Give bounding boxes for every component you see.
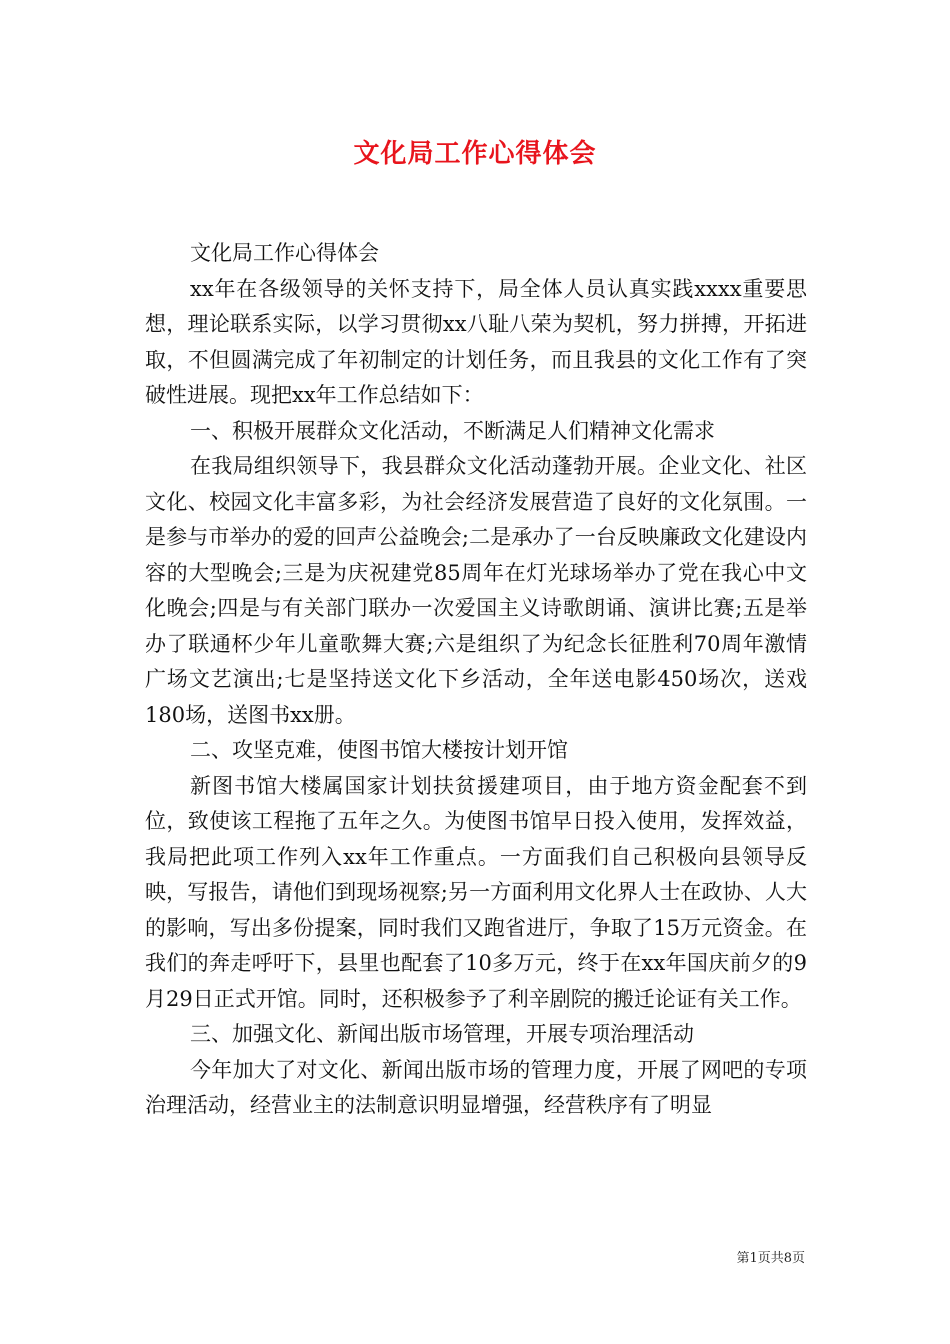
paragraph-heading: 文化局工作心得体会 bbox=[190, 241, 379, 265]
document-body bbox=[145, 236, 807, 1124]
section-heading-2: 二、攻坚克难，使图书馆大楼按计划开馆 bbox=[190, 738, 568, 762]
paragraph-section-3: 今年加大了对文化、新闻出版市场的管理力度，开展了网吧的专项治理活动，经营业主的法制意识明显增强，经营秩序有了明显 bbox=[145, 1057, 807, 1117]
page-number: 第1页共8页 bbox=[736, 1251, 805, 1266]
section-heading-3: 三、加强文化、新闻出版市场管理，开展专项治理活动 bbox=[190, 1022, 694, 1046]
paragraph-intro: xx年在各级领导的关怀支持下，局全体人员认真实践xxxx重要思想，理论联系实际，以学习贯彻xx八耻八荣为契机，努力拼搏，开拓进取，不但圆满完成了年初制定的计划任务，而且我县的文化工作有了突破性进展。现把xx年工作总结如下： bbox=[145, 276, 807, 407]
paragraph-section-1: 在我局组织领导下，我县群众文化活动蓬勃开展。企业文化、社区文化、校园文化丰富多彩，为社会经济发展营造了良好的文化氛围。一是参与市举办的爱的回声公益晚会;二是承办了一台反映廉政文化建设内容的大型晚会;三是为庆祝建党85周年在灯光球场举办了党在我心中文化晚会;四是与有关部门联办一次爱国主义诗歌朗诵、演讲比赛;五是举办了联通杯少年儿童歌舞大赛;六是组织了为纪念长征胜利70周年激情广场文艺演出;七是坚持送文化下乡活动，全年送电影450场次，送戏180场，送图书xx册。 bbox=[145, 454, 807, 727]
document-title: 文化局工作心得体会 bbox=[353, 139, 597, 169]
paragraph-section-2: 新图书馆大楼属国家计划扶贫援建项目，由于地方资金配套不到位，致使该工程拖了五年之久。为使图书馆早日投入使用，发挥效益，我局把此项工作列入xx年工作重点。一方面我们自己积极向县领导反映，写报告，请他们到现场视察;另一方面利用文化界人士在政协、人大的影响，写出多份提案，同时我们又跑省进厅，争取了15万元资金。在我们的奔走呼吁下，县里也配套了10多万元，终于在xx年国庆前夕的9月29日正式开馆。同时，还积极参予了利辛剧院的搬迁论证有关工作。 bbox=[145, 773, 807, 1011]
section-heading-1: 一、积极开展群众文化活动，不断满足人们精神文化需求 bbox=[190, 418, 715, 443]
